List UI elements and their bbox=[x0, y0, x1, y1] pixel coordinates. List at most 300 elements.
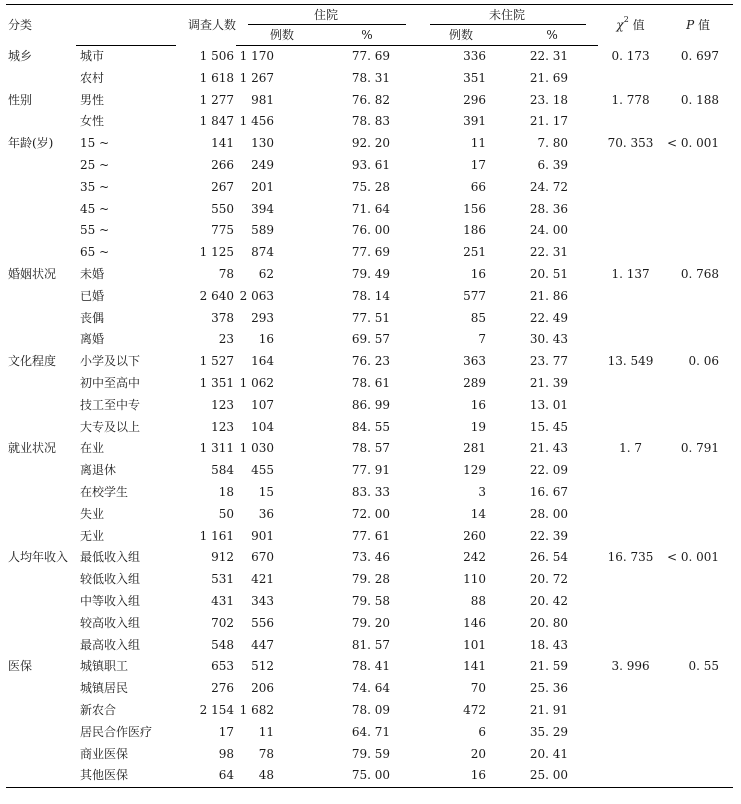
surveyed-cell: 23 bbox=[218, 332, 234, 347]
p-value-cell bbox=[663, 308, 733, 330]
hospitalized-percent-cell: 77. 61 bbox=[351, 528, 391, 543]
category-cell bbox=[6, 722, 76, 744]
category-cell: 年龄(岁) bbox=[8, 136, 54, 151]
not-hospitalized-percent-cell: 30. 43 bbox=[529, 332, 569, 347]
category-cell: 就业状况 bbox=[8, 441, 57, 456]
hospitalized-percent-cell: 93. 61 bbox=[351, 157, 391, 172]
chi2-cell bbox=[598, 700, 663, 722]
subcategory-cell: 城镇职工 bbox=[80, 659, 129, 674]
not-hospitalized-percent-cell: 18. 43 bbox=[529, 637, 569, 652]
not-hospitalized-cases-cell: 3 bbox=[478, 484, 487, 499]
p-value-cell bbox=[663, 155, 733, 177]
hospitalized-cases-cell: 1 267 bbox=[239, 70, 274, 85]
table-row bbox=[6, 373, 733, 395]
hospitalized-cases-cell: 78 bbox=[258, 746, 274, 761]
p-value-cell: 0. 768 bbox=[680, 266, 720, 281]
subcategory-cell: 男性 bbox=[80, 92, 105, 107]
table-row bbox=[6, 613, 733, 635]
not-hospitalized-percent-cell: 21. 17 bbox=[529, 114, 569, 129]
not-hospitalized-percent-cell: 21. 91 bbox=[529, 702, 569, 717]
not-hospitalized-percent-cell: 24. 72 bbox=[529, 179, 569, 194]
not-hospitalized-cases-cell: 16 bbox=[416, 765, 486, 787]
subcategory-cell: 大专及以上 bbox=[80, 419, 141, 434]
hospitalized-percent-cell: 69. 57 bbox=[351, 332, 391, 347]
subcategory-cell: 在业 bbox=[80, 441, 105, 456]
not-hospitalized-cases-cell: 472 bbox=[463, 702, 487, 717]
hospitalized-cases-cell: 556 bbox=[251, 615, 274, 630]
chi2-cell bbox=[598, 526, 663, 548]
category-cell bbox=[6, 155, 76, 177]
table-row bbox=[6, 395, 733, 417]
subcategory-cell: 离退休 bbox=[80, 463, 117, 478]
chi2-cell: 1. 7 bbox=[619, 441, 642, 456]
surveyed-cell: 17 bbox=[218, 724, 234, 739]
p-value-cell bbox=[663, 177, 733, 199]
hospitalized-cases-cell: 1 030 bbox=[239, 441, 274, 456]
table-row bbox=[6, 591, 733, 613]
not-hospitalized-cases-cell: 251 bbox=[463, 245, 487, 260]
hospitalized-percent-cell: 79. 59 bbox=[351, 746, 391, 761]
hospitalized-cases-cell: 901 bbox=[251, 528, 274, 543]
p-value-cell bbox=[663, 329, 733, 351]
chi2-cell bbox=[598, 177, 663, 199]
category-cell bbox=[6, 591, 76, 613]
p-value-cell bbox=[663, 526, 733, 548]
header-p-value: P 值 bbox=[663, 5, 733, 46]
not-hospitalized-cases-cell: 66 bbox=[470, 179, 487, 194]
subcategory-cell: 技工至中专 bbox=[80, 397, 141, 412]
not-hospitalized-cases-cell: 363 bbox=[463, 354, 487, 369]
surveyed-cell: 141 bbox=[211, 136, 234, 151]
category-cell bbox=[6, 417, 76, 439]
surveyed-cell: 1 847 bbox=[199, 114, 234, 129]
table-row bbox=[6, 242, 733, 264]
table-row bbox=[6, 220, 733, 242]
table-row bbox=[6, 417, 733, 439]
header-hospitalized: 住院 bbox=[314, 8, 339, 22]
not-hospitalized-percent-cell: 15. 45 bbox=[529, 419, 569, 434]
subcategory-cell: 35 ~ bbox=[80, 179, 110, 194]
surveyed-cell: 98 bbox=[218, 746, 234, 761]
not-hospitalized-cases-cell: 351 bbox=[463, 70, 487, 85]
hospitalized-percent-cell: 78. 14 bbox=[351, 288, 391, 303]
chi2-cell bbox=[598, 591, 663, 613]
hospitalized-percent-cell: 78. 31 bbox=[351, 70, 391, 85]
chi2-cell bbox=[598, 635, 663, 657]
chi2-cell bbox=[598, 373, 663, 395]
not-hospitalized-percent-cell: 21. 39 bbox=[529, 375, 569, 390]
hospitalized-cases-cell: 249 bbox=[251, 157, 274, 172]
subcategory-cell: 新农合 bbox=[80, 702, 117, 717]
chi2-cell bbox=[598, 155, 663, 177]
not-hospitalized-percent-cell: 13. 01 bbox=[529, 397, 569, 412]
p-value-cell bbox=[663, 395, 733, 417]
category-cell bbox=[6, 635, 76, 657]
surveyed-cell: 702 bbox=[211, 615, 234, 630]
not-hospitalized-percent-cell: 23. 18 bbox=[529, 92, 569, 107]
not-hospitalized-cases-cell: 16 bbox=[470, 397, 487, 412]
subcategory-cell: 15 ~ bbox=[80, 136, 110, 151]
p-value-cell bbox=[663, 286, 733, 308]
hospitalized-cases-cell: 201 bbox=[251, 179, 274, 194]
surveyed-cell: 584 bbox=[211, 463, 234, 478]
header-hospitalized-group bbox=[236, 5, 416, 26]
not-hospitalized-cases-cell: 85 bbox=[470, 310, 487, 325]
hospitalized-cases-cell: 394 bbox=[251, 201, 274, 216]
surveyed-cell: 1 311 bbox=[199, 441, 234, 456]
not-hospitalized-percent-cell: 7. 80 bbox=[537, 136, 569, 151]
category-cell bbox=[6, 765, 76, 787]
table-row bbox=[6, 264, 733, 286]
surveyed-cell: 1 277 bbox=[199, 92, 234, 107]
category-cell bbox=[6, 308, 76, 330]
hospitalized-percent-cell: 77. 91 bbox=[351, 463, 391, 478]
table-row bbox=[6, 68, 733, 90]
surveyed-cell: 431 bbox=[211, 593, 234, 608]
hospitalized-cases-cell: 62 bbox=[258, 266, 274, 281]
hospitalized-cases-cell: 455 bbox=[251, 463, 274, 478]
hospitalized-percent-cell: 74. 64 bbox=[351, 681, 391, 696]
subcategory-cell: 55 ~ bbox=[80, 223, 110, 238]
subcategory-cell: 城市 bbox=[80, 49, 105, 63]
surveyed-cell: 2 640 bbox=[199, 288, 234, 303]
not-hospitalized-percent-cell: 21. 69 bbox=[529, 70, 569, 85]
not-hospitalized-percent-cell: 20. 41 bbox=[529, 746, 569, 761]
surveyed-cell: 912 bbox=[211, 550, 234, 565]
hospitalized-cases-cell: 343 bbox=[251, 593, 274, 608]
p-value-cell: < 0. 001 bbox=[666, 136, 720, 151]
p-value-cell bbox=[663, 482, 733, 504]
chi2-cell bbox=[598, 569, 663, 591]
hospitalized-percent-cell: 73. 46 bbox=[351, 550, 391, 565]
not-hospitalized-cases-cell: 17 bbox=[470, 157, 487, 172]
not-hospitalized-cases-cell: 577 bbox=[463, 288, 487, 303]
not-hospitalized-percent-cell: 21. 59 bbox=[529, 659, 569, 674]
hospitalized-percent-cell: 64. 71 bbox=[351, 724, 391, 739]
hospitalized-cases-cell: 421 bbox=[251, 572, 274, 587]
subcategory-cell: 已婚 bbox=[80, 288, 105, 303]
not-hospitalized-percent-cell: 20. 42 bbox=[529, 593, 569, 608]
category-cell: 婚姻状况 bbox=[8, 266, 57, 281]
hospitalized-percent-cell: 77. 69 bbox=[351, 49, 391, 63]
p-value-cell bbox=[663, 111, 733, 133]
p-value-cell: 0. 06 bbox=[688, 354, 720, 369]
surveyed-cell: 378 bbox=[211, 310, 234, 325]
subcategory-cell: 商业医保 bbox=[80, 746, 129, 761]
hospitalized-cases-cell: 130 bbox=[251, 136, 274, 151]
hospitalized-percent-cell: 79. 58 bbox=[351, 593, 391, 608]
header-hospitalized-percent: % bbox=[298, 25, 416, 46]
table-row bbox=[6, 504, 733, 526]
hospitalization-table bbox=[6, 4, 733, 788]
category-cell bbox=[6, 373, 76, 395]
surveyed-cell: 266 bbox=[211, 157, 234, 172]
subcategory-cell: 失业 bbox=[80, 506, 105, 521]
surveyed-cell: 1 161 bbox=[199, 528, 234, 543]
hospitalized-cases-cell: 1 456 bbox=[239, 114, 274, 129]
header-surveyed: 调查人数 bbox=[176, 5, 236, 46]
category-cell bbox=[6, 569, 76, 591]
surveyed-cell: 276 bbox=[211, 681, 234, 696]
chi2-cell bbox=[598, 765, 663, 787]
surveyed-cell: 50 bbox=[218, 506, 234, 521]
not-hospitalized-percent-cell: 22. 39 bbox=[529, 528, 569, 543]
surveyed-cell: 123 bbox=[211, 419, 234, 434]
chi2-cell: 0. 173 bbox=[611, 48, 650, 63]
not-hospitalized-cases-cell: 146 bbox=[463, 615, 487, 630]
hospitalized-cases-cell: 589 bbox=[251, 223, 274, 238]
chi2-cell bbox=[598, 199, 663, 221]
hospitalized-cases-cell: 36 bbox=[258, 506, 274, 521]
hospitalized-percent-cell: 79. 20 bbox=[351, 615, 391, 630]
chi2-cell bbox=[598, 308, 663, 330]
header-not-hospitalized-cases: 例数 bbox=[416, 25, 486, 46]
not-hospitalized-cases-cell: 156 bbox=[463, 201, 487, 216]
subcategory-cell: 65 ~ bbox=[80, 245, 110, 260]
subcategory-cell: 居民合作医疗 bbox=[80, 724, 153, 739]
hospitalized-cases-cell: 104 bbox=[251, 419, 274, 434]
header-not-hospitalized-percent: % bbox=[486, 25, 598, 46]
hospitalized-cases-cell: 48 bbox=[236, 765, 298, 787]
category-cell bbox=[6, 613, 76, 635]
hospitalized-percent-cell: 81. 57 bbox=[351, 637, 391, 652]
chi2-cell bbox=[598, 744, 663, 766]
not-hospitalized-cases-cell: 6 bbox=[478, 724, 487, 739]
hospitalized-percent-cell: 92. 20 bbox=[351, 136, 391, 151]
not-hospitalized-percent-cell: 25. 00 bbox=[486, 765, 598, 787]
p-value-cell bbox=[663, 460, 733, 482]
subcategory-cell: 离婚 bbox=[80, 332, 105, 347]
hospitalized-percent-cell: 76. 82 bbox=[351, 92, 391, 107]
not-hospitalized-cases-cell: 19 bbox=[470, 419, 487, 434]
not-hospitalized-cases-cell: 141 bbox=[463, 659, 487, 674]
p-value-cell: 0. 791 bbox=[680, 441, 720, 456]
category-cell: 人均年收入 bbox=[8, 550, 69, 565]
surveyed-cell: 531 bbox=[211, 572, 234, 587]
p-value-cell bbox=[663, 722, 733, 744]
surveyed-cell: 267 bbox=[211, 179, 234, 194]
surveyed-cell: 1 527 bbox=[199, 354, 234, 369]
not-hospitalized-percent-cell: 6. 39 bbox=[537, 157, 569, 172]
hospitalized-cases-cell: 15 bbox=[258, 484, 274, 499]
hospitalized-percent-cell: 75. 00 bbox=[298, 765, 416, 787]
hospitalized-percent-cell: 76. 00 bbox=[351, 223, 391, 238]
hospitalized-percent-cell: 78. 09 bbox=[351, 702, 391, 717]
hospitalized-cases-cell: 11 bbox=[258, 724, 274, 739]
chi2-cell: 70. 353 bbox=[607, 136, 654, 151]
category-cell: 医保 bbox=[8, 659, 33, 674]
not-hospitalized-cases-cell: 7 bbox=[478, 332, 487, 347]
category-cell bbox=[6, 286, 76, 308]
p-value-cell bbox=[663, 199, 733, 221]
p-value-cell bbox=[663, 417, 733, 439]
chi2-cell bbox=[598, 329, 663, 351]
surveyed-cell: 1 351 bbox=[199, 375, 234, 390]
surveyed-cell: 1 125 bbox=[199, 245, 234, 260]
table-row bbox=[6, 155, 733, 177]
not-hospitalized-percent-cell: 20. 80 bbox=[529, 615, 569, 630]
not-hospitalized-percent-cell: 28. 36 bbox=[529, 201, 569, 216]
not-hospitalized-cases-cell: 242 bbox=[463, 550, 487, 565]
table-row bbox=[6, 438, 733, 460]
hospitalized-cases-cell: 1 170 bbox=[239, 49, 274, 63]
hospitalized-cases-cell: 16 bbox=[258, 332, 274, 347]
surveyed-cell: 123 bbox=[211, 397, 234, 412]
not-hospitalized-cases-cell: 11 bbox=[470, 136, 487, 151]
category-cell bbox=[6, 700, 76, 722]
p-value-cell bbox=[663, 504, 733, 526]
table-row bbox=[6, 656, 733, 678]
not-hospitalized-cases-cell: 260 bbox=[463, 528, 487, 543]
chi2-cell bbox=[598, 678, 663, 700]
category-cell bbox=[6, 111, 76, 133]
chi2-cell bbox=[598, 482, 663, 504]
table-row bbox=[6, 177, 733, 199]
subcategory-cell: 丧偶 bbox=[80, 310, 105, 325]
hospitalized-percent-cell: 78. 83 bbox=[351, 114, 391, 129]
hospitalized-cases-cell: 1 682 bbox=[239, 702, 274, 717]
not-hospitalized-cases-cell: 20 bbox=[470, 746, 487, 761]
category-cell bbox=[6, 395, 76, 417]
p-value-cell bbox=[663, 700, 733, 722]
not-hospitalized-cases-cell: 336 bbox=[463, 49, 487, 63]
table-row bbox=[6, 46, 733, 68]
table-row bbox=[6, 90, 733, 112]
p-value-cell bbox=[663, 220, 733, 242]
hospitalized-cases-cell: 447 bbox=[251, 637, 274, 652]
chi2-cell: 3. 996 bbox=[611, 659, 650, 674]
category-cell bbox=[6, 68, 76, 90]
surveyed-cell: 548 bbox=[211, 637, 234, 652]
hospitalized-cases-cell: 512 bbox=[251, 659, 274, 674]
hospitalized-percent-cell: 78. 57 bbox=[351, 441, 391, 456]
header-hospitalized-cases: 例数 bbox=[236, 25, 298, 46]
surveyed-cell: 775 bbox=[211, 223, 234, 238]
hospitalized-cases-cell: 1 062 bbox=[239, 375, 274, 390]
header-chi2: $\chi^2$ 值 bbox=[598, 5, 663, 46]
not-hospitalized-percent-cell: 22. 09 bbox=[529, 463, 569, 478]
subcategory-cell: 最低收入组 bbox=[80, 550, 141, 565]
chi2-cell bbox=[598, 460, 663, 482]
not-hospitalized-percent-cell: 25. 36 bbox=[529, 681, 569, 696]
table-row bbox=[6, 286, 733, 308]
chi2-cell bbox=[598, 286, 663, 308]
not-hospitalized-cases-cell: 70 bbox=[470, 681, 487, 696]
hospitalized-percent-cell: 83. 33 bbox=[351, 484, 391, 499]
table-row bbox=[6, 678, 733, 700]
table-body bbox=[6, 46, 733, 788]
category-cell bbox=[6, 177, 76, 199]
category-cell bbox=[6, 504, 76, 526]
not-hospitalized-cases-cell: 281 bbox=[463, 441, 487, 456]
table-row bbox=[6, 700, 733, 722]
table-row bbox=[6, 635, 733, 657]
table-row bbox=[6, 547, 733, 569]
table-row bbox=[6, 569, 733, 591]
surveyed-cell: 78 bbox=[218, 266, 234, 281]
surveyed-cell: 64 bbox=[176, 765, 236, 787]
hospitalized-percent-cell: 86. 99 bbox=[351, 397, 391, 412]
category-cell bbox=[6, 460, 76, 482]
chi2-cell bbox=[598, 395, 663, 417]
not-hospitalized-cases-cell: 391 bbox=[463, 114, 487, 129]
surveyed-cell: 1 618 bbox=[199, 70, 234, 85]
p-value-cell: < 0. 001 bbox=[666, 550, 720, 565]
not-hospitalized-percent-cell: 21. 86 bbox=[529, 288, 569, 303]
p-value-cell bbox=[663, 569, 733, 591]
category-cell: 性别 bbox=[8, 92, 33, 107]
not-hospitalized-percent-cell: 21. 43 bbox=[529, 441, 569, 456]
table-row bbox=[6, 133, 733, 155]
not-hospitalized-percent-cell: 20. 72 bbox=[529, 572, 569, 587]
table-row bbox=[6, 526, 733, 548]
subcategory-cell: 初中至高中 bbox=[80, 375, 141, 390]
subcategory-cell: 较低收入组 bbox=[80, 572, 141, 587]
p-value-cell bbox=[663, 635, 733, 657]
chi2-cell: 13. 549 bbox=[607, 354, 654, 369]
table-row bbox=[6, 460, 733, 482]
not-hospitalized-cases-cell: 14 bbox=[470, 506, 487, 521]
subcategory-cell: 45 ~ bbox=[80, 201, 110, 216]
not-hospitalized-percent-cell: 23. 77 bbox=[529, 354, 569, 369]
not-hospitalized-cases-cell: 129 bbox=[463, 463, 487, 478]
p-value-cell bbox=[663, 765, 733, 787]
hospitalized-cases-cell: 670 bbox=[251, 550, 274, 565]
hospitalized-percent-cell: 79. 49 bbox=[351, 266, 391, 281]
table-row bbox=[6, 329, 733, 351]
not-hospitalized-span-rule bbox=[430, 24, 586, 25]
hospitalized-percent-cell: 71. 64 bbox=[351, 201, 391, 216]
not-hospitalized-cases-cell: 110 bbox=[463, 572, 487, 587]
not-hospitalized-cases-cell: 101 bbox=[463, 637, 487, 652]
hospitalized-cases-cell: 107 bbox=[251, 397, 274, 412]
surveyed-cell: 653 bbox=[211, 659, 234, 674]
surveyed-cell: 18 bbox=[218, 484, 234, 499]
not-hospitalized-percent-cell: 22. 31 bbox=[529, 49, 569, 63]
chi2-cell bbox=[598, 111, 663, 133]
not-hospitalized-percent-cell: 22. 31 bbox=[529, 245, 569, 260]
table-row bbox=[6, 111, 733, 133]
not-hospitalized-percent-cell: 20. 51 bbox=[529, 266, 569, 281]
p-value-cell: 0. 55 bbox=[688, 659, 720, 674]
p-value-cell bbox=[663, 68, 733, 90]
category-cell bbox=[6, 329, 76, 351]
chi2-cell bbox=[598, 220, 663, 242]
chi2-cell bbox=[598, 504, 663, 526]
table-row bbox=[6, 482, 733, 504]
subcategory-cell: 在校学生 bbox=[80, 484, 129, 499]
not-hospitalized-percent-cell: 22. 49 bbox=[529, 310, 569, 325]
subcategory-cell: 较高收入组 bbox=[80, 615, 141, 630]
category-cell bbox=[6, 220, 76, 242]
not-hospitalized-percent-cell: 35. 29 bbox=[529, 724, 569, 739]
p-value-cell bbox=[663, 678, 733, 700]
not-hospitalized-percent-cell: 28. 00 bbox=[529, 506, 569, 521]
category-cell: 城乡 bbox=[8, 48, 33, 63]
table-row bbox=[6, 744, 733, 766]
not-hospitalized-cases-cell: 16 bbox=[470, 266, 487, 281]
p-value-cell: 0. 188 bbox=[680, 92, 720, 107]
chi2-cell bbox=[598, 613, 663, 635]
surveyed-cell: 550 bbox=[211, 201, 234, 216]
not-hospitalized-cases-cell: 186 bbox=[463, 223, 487, 238]
header-category: 分类 bbox=[6, 5, 76, 46]
hospitalized-percent-cell: 72. 00 bbox=[351, 506, 391, 521]
subcategory-cell: 女性 bbox=[80, 114, 105, 129]
subcategory-cell: 农村 bbox=[80, 70, 105, 85]
hospitalized-cases-cell: 206 bbox=[251, 681, 274, 696]
surveyed-cell: 1 506 bbox=[199, 48, 234, 63]
